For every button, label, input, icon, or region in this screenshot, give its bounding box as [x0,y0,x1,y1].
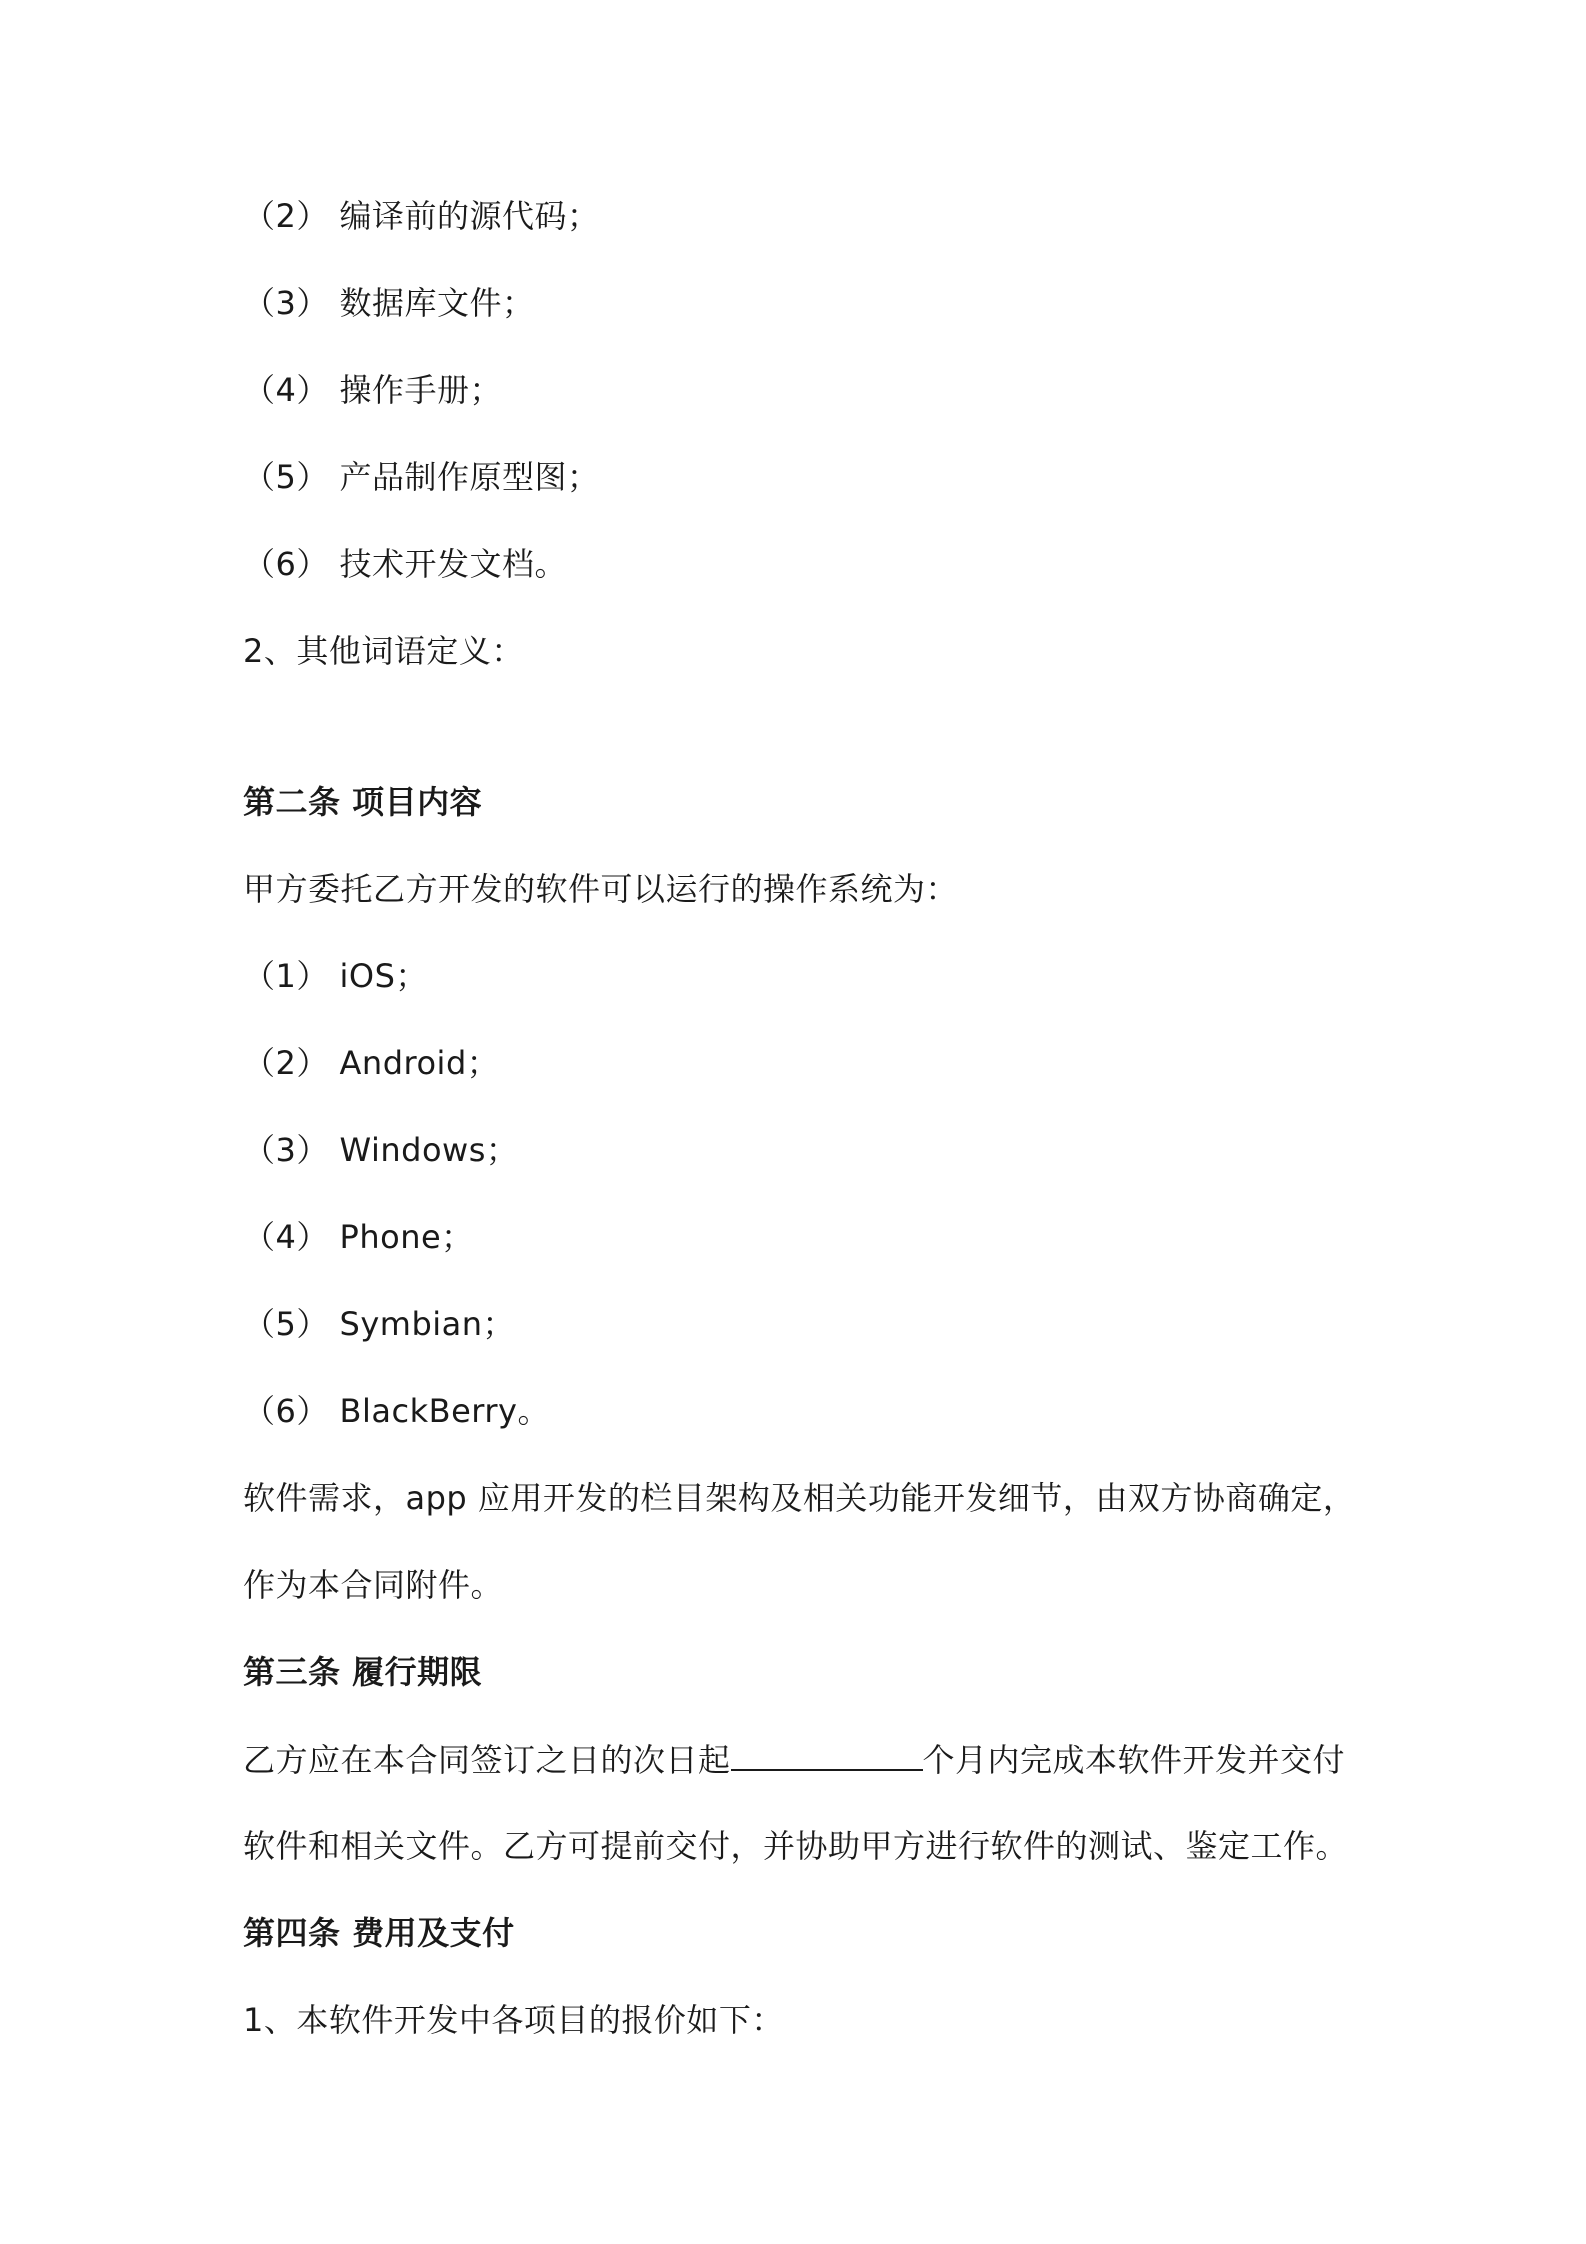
list-item-source-code: （2） 编译前的源代码； [243,197,600,235]
article3-line-2: 软件和相关文件。乙方可提前交付，并协助甲方进行软件的测试、鉴定工作。 [243,1827,1349,1865]
list-item-tech-docs: （6） 技术开发文档。 [243,545,568,583]
other-definitions: 2、其他词语定义： [243,632,524,670]
article4-heading: 第四条 费用及支付 [243,1914,515,1952]
article2-intro: 甲方委托乙方开发的软件可以运行的操作系统为： [243,870,959,908]
os-item-ios: （1） iOS； [243,957,428,995]
list-item-prototype: （5） 产品制作原型图； [243,458,600,496]
os-item-symbian: （5） Symbian； [243,1305,516,1343]
requirements-line-2: 作为本合同附件。 [243,1566,504,1604]
os-item-windows: （3） Windows； [243,1131,519,1169]
article3-line-1 [243,1739,1345,1780]
os-item-blackberry: （6） BlackBerry。 [243,1392,550,1430]
list-item-database-files: （3） 数据库文件； [243,284,535,322]
article3-line-1-before: 乙方应在本合同签订之日的次日起 [243,1741,731,1779]
months-blank-field [731,1739,923,1771]
article3-heading: 第三条 履行期限 [243,1653,483,1691]
os-item-android: （2） Android； [243,1044,500,1082]
requirements-line-1: 软件需求，app 应用开发的栏目架构及相关功能开发细节，由双方协商确定， [243,1479,1356,1517]
article3-line-1-after: 个月内完成本软件开发并交付 [922,1741,1346,1779]
article4-line-1: 1、本软件开发中各项目的报价如下： [243,2001,784,2039]
os-item-phone: （4） Phone； [243,1218,474,1256]
article2-heading: 第二条 项目内容 [243,783,483,821]
list-item-operation-manual: （4） 操作手册； [243,371,503,409]
